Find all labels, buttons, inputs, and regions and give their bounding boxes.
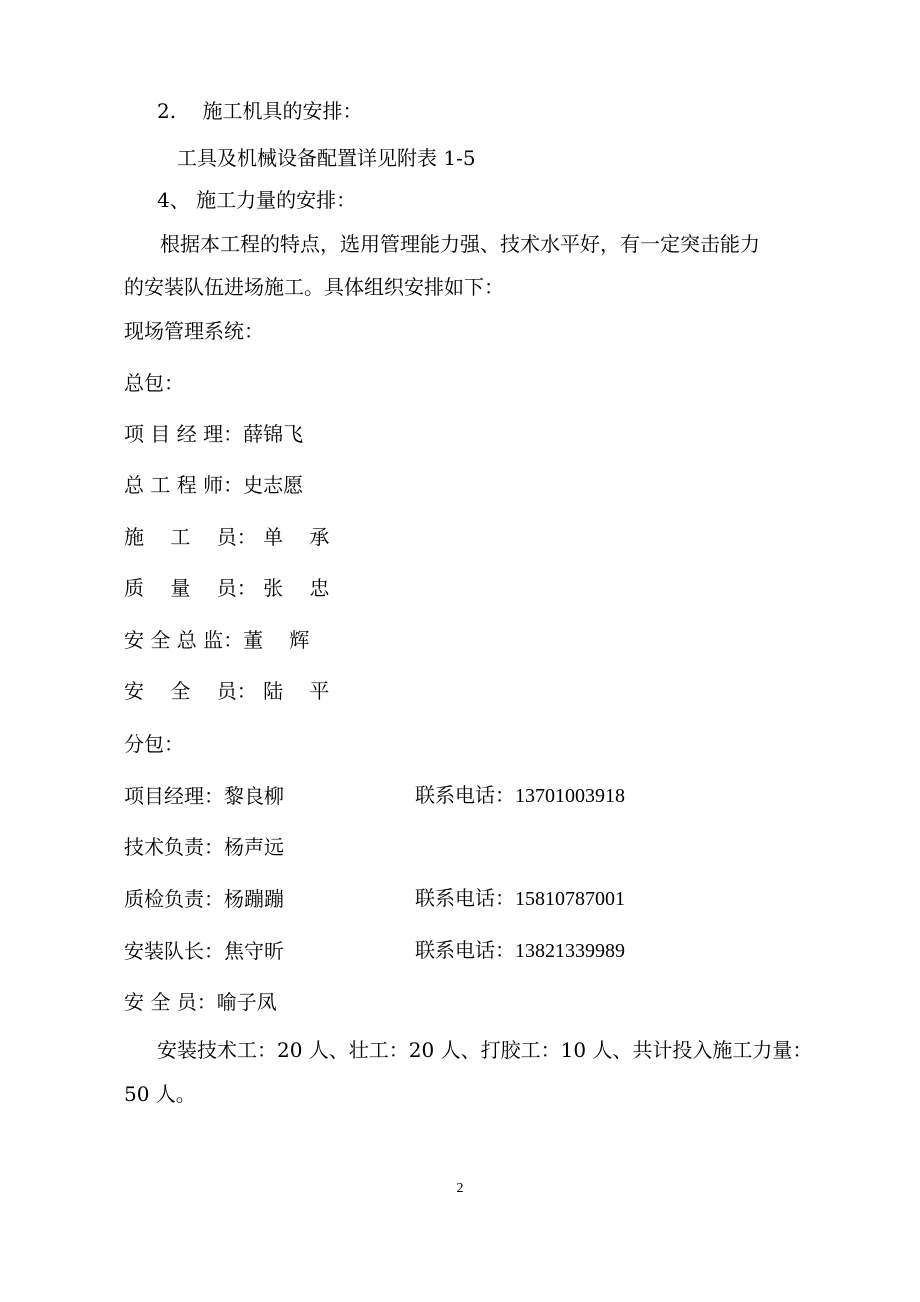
subcontractor-label: 分包：	[124, 732, 184, 756]
sub-project-manager-phone: 联系电话：13701003918	[415, 785, 625, 807]
site-management-label: 现场管理系统：	[124, 319, 264, 343]
sub-quality-lead-phone: 联系电话：15810787001	[415, 888, 625, 910]
workforce-line-1: 安装技术工：20 人、壮工：20 人、打胶工：10 人、共计投入施工力量：	[157, 1038, 813, 1062]
sub-quality-lead: 质检负责：杨蹦蹦	[124, 887, 284, 911]
gc-safety-director: 安 全 总 监：董 辉	[124, 628, 310, 652]
gc-quality-staff: 质 量 员： 张 忠	[124, 576, 330, 600]
gc-project-manager: 项 目 经 理：薛锦飞	[124, 422, 304, 446]
sub-install-captain-phone: 联系电话：13821339989	[415, 940, 625, 962]
sub-install-captain: 安装队长：焦守昕	[124, 939, 284, 963]
gc-chief-engineer: 总 工 程 师：史志愿	[124, 473, 304, 497]
intro-paragraph-line-1: 根据本工程的特点，选用管理能力强、技术水平好，有一定突击能力	[160, 232, 760, 256]
general-contractor-label: 总包：	[124, 371, 184, 395]
workforce-line-2: 50 人。	[124, 1082, 196, 1106]
sub-project-manager: 项目经理：黎良柳	[124, 784, 284, 808]
page-number: 2	[456, 1181, 464, 1196]
tools-config-line: 工具及机械设备配置详见附表 1-5	[177, 146, 476, 170]
section-heading-4: 4、 施工力量的安排：	[157, 188, 357, 212]
section-heading-2: 2. 施工机具的安排：	[157, 99, 363, 123]
gc-construction-staff: 施 工 员： 单 承	[124, 525, 330, 549]
intro-paragraph-line-2: 的安装队伍进场施工。具体组织安排如下：	[124, 275, 504, 299]
sub-technical-lead: 技术负责：杨声远	[124, 835, 284, 859]
sub-safety-staff: 安 全 员：喻子凤	[124, 990, 277, 1014]
gc-safety-staff: 安 全 员： 陆 平	[124, 679, 330, 703]
